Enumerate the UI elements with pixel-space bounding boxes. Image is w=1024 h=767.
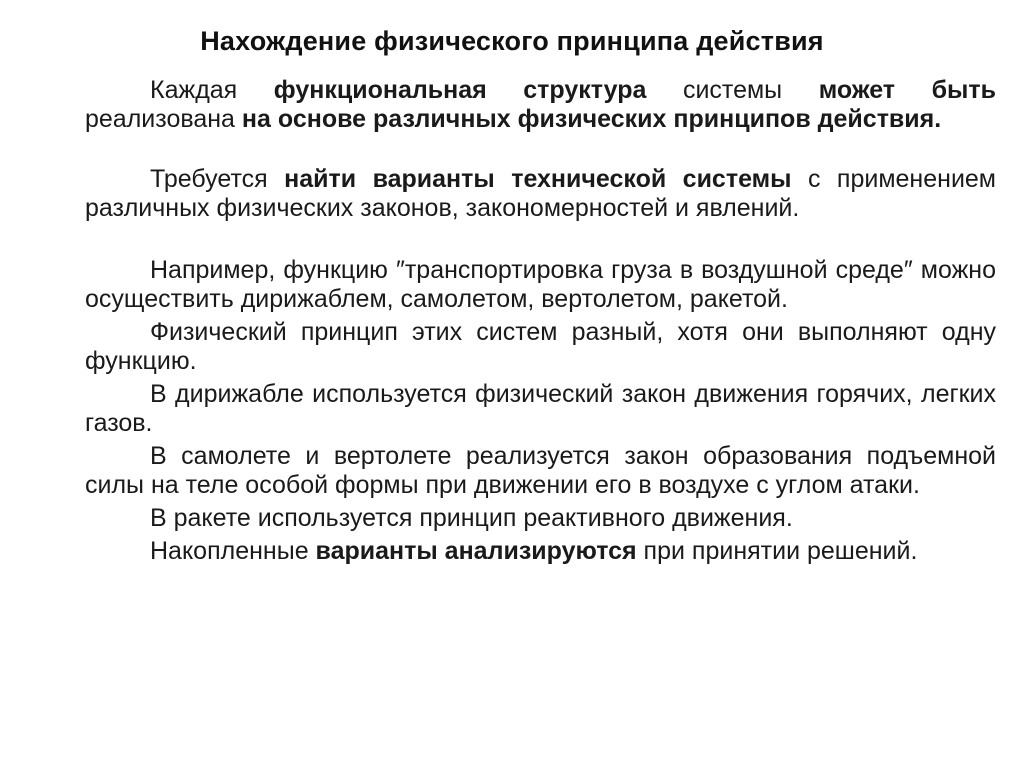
- p1-bold-2: может быть: [818, 76, 997, 104]
- p8-text-2: при принятии решений.: [636, 537, 918, 565]
- p8-text-1: Накопленные: [150, 537, 316, 565]
- p2-text-1: Требуется: [150, 165, 285, 193]
- p1-text-1: Каждая: [150, 76, 274, 104]
- p1-text-2: системы: [646, 76, 819, 104]
- paragraph-7: В ракете используется принцип реактивного движения.: [150, 504, 793, 532]
- slide-body: [85, 76, 996, 566]
- p1-text-3: реализована: [85, 105, 242, 133]
- paragraph-4: Физический принцип этих систем разный, хотя они выполняют одну функцию.: [85, 318, 996, 375]
- p2-bold-1: найти варианты технической системы: [284, 165, 792, 193]
- paragraph-1: [85, 76, 996, 134]
- slide-title: Нахождение физического принципа действия: [200, 26, 824, 56]
- p2-text-2: с применением различных физических законов, закономерностей и явлений.: [85, 165, 996, 222]
- paragraph-6: В самолете и вертолете реализуется закон образования подъемной силы на теле особой формы при движении его в воздухе с углом атаки.: [85, 442, 996, 499]
- paragraph-2: [85, 165, 996, 223]
- p1-bold-1: функциональная структура: [273, 76, 647, 104]
- paragraph-8: [85, 537, 996, 566]
- p8-bold-1: варианты анализируются: [315, 537, 637, 565]
- p1-bold-3: на основе различных физических принципов действия.: [241, 105, 942, 133]
- paragraph-5: В дирижабле используется физический закон движения горячих, легких газов.: [85, 380, 996, 437]
- paragraph-3: Например, функцию ″транспортировка груза в воздушной среде″ можно осуществить дирижаблем, самолетом, вертолетом, ракетой.: [85, 256, 996, 313]
